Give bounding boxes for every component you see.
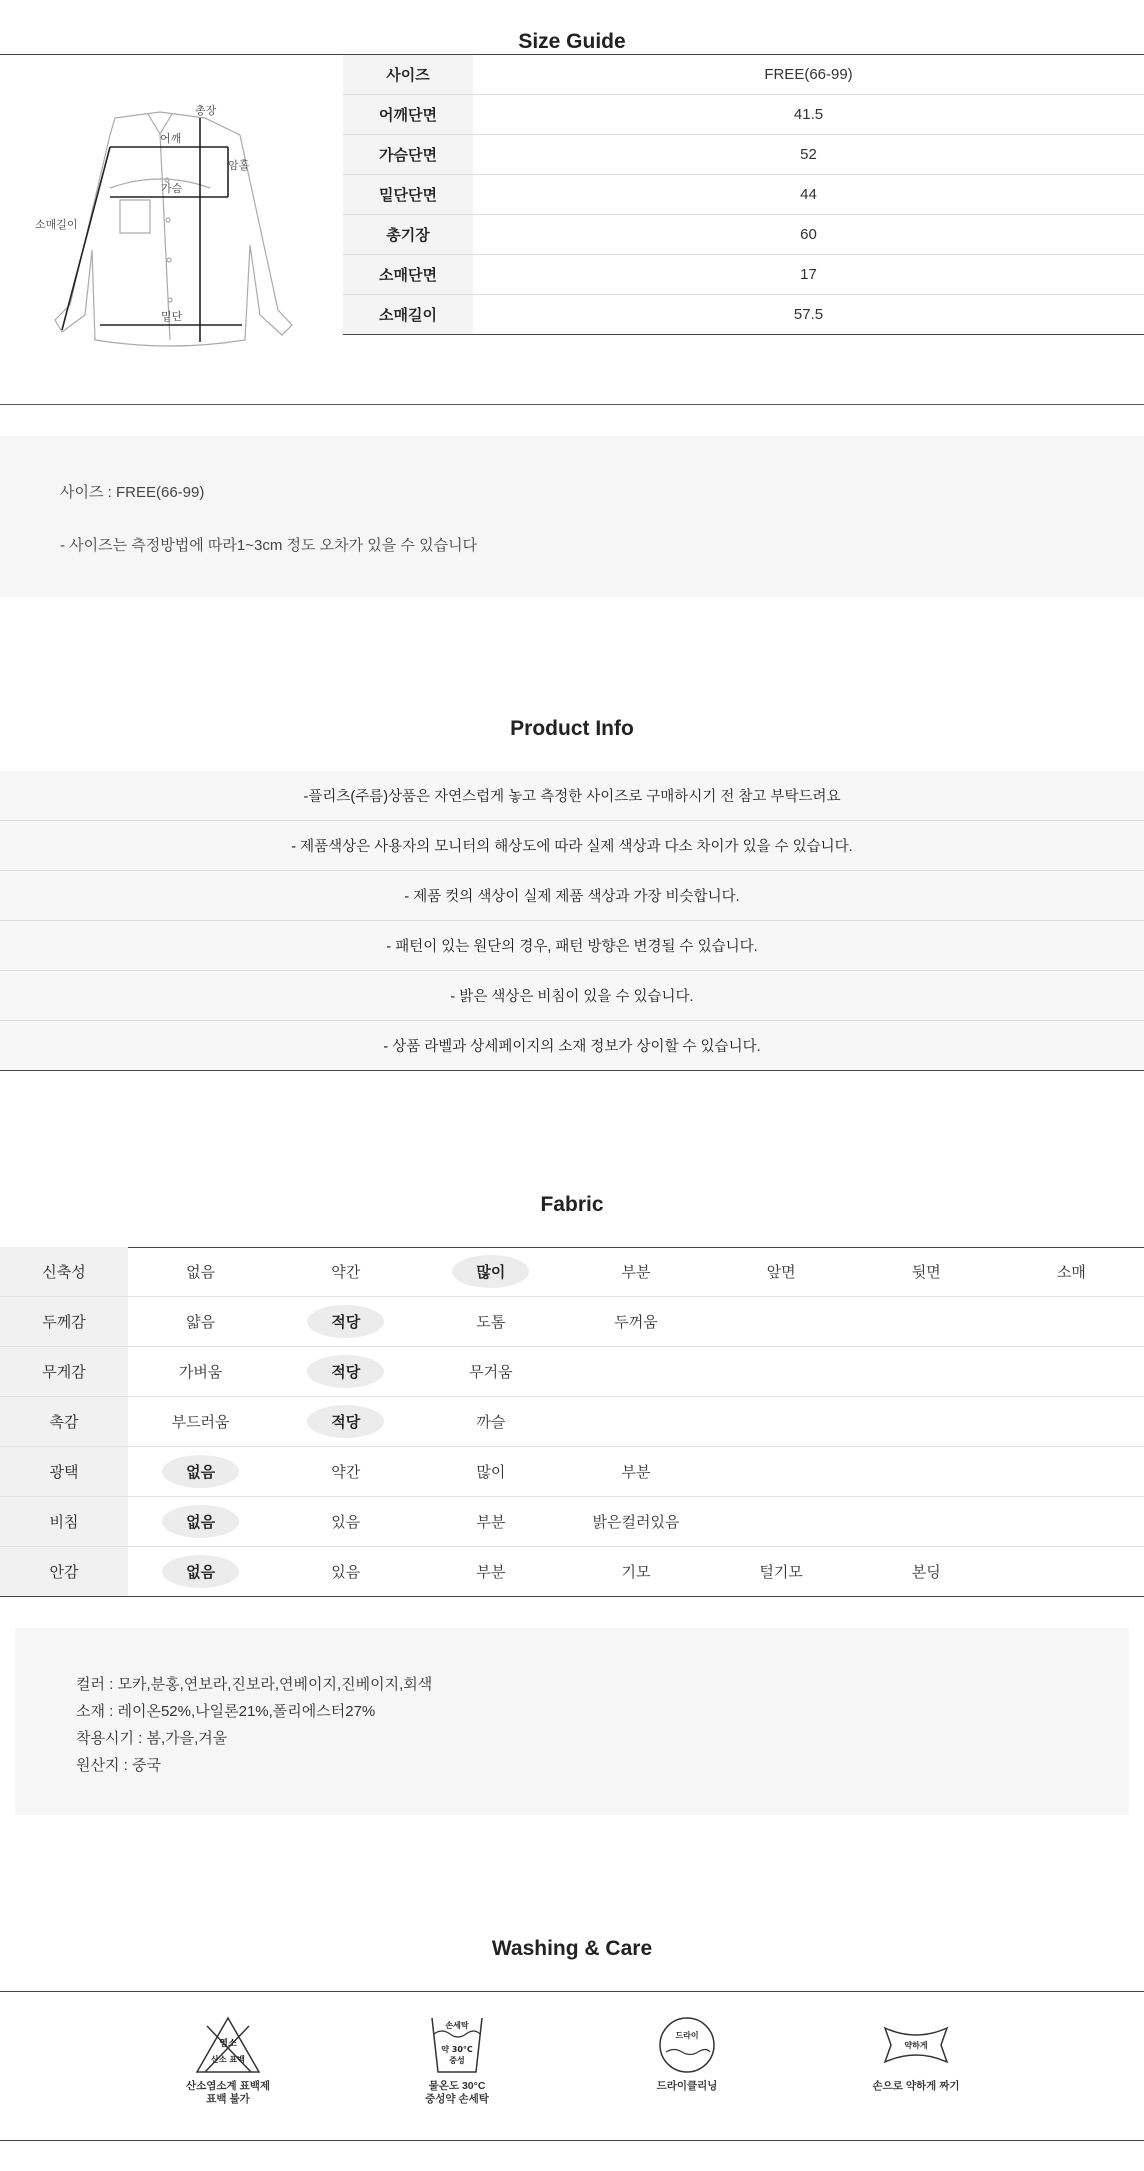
fabric-option-cell — [128, 1247, 273, 1297]
fabric-option: 없음 — [186, 1264, 216, 1281]
product-info-line: - 밝은 색상은 비침이 있을 수 있습니다. — [0, 971, 1144, 1021]
detail-season: 착용시기 : 봄,가을,겨울 — [76, 1730, 228, 1747]
fabric-row-label: 신축성 — [0, 1247, 128, 1297]
fabric-option-cell — [128, 1497, 273, 1547]
label-armhole: 암홀 — [228, 160, 250, 172]
fabric-option-cell — [273, 1247, 418, 1297]
size-table — [343, 55, 1144, 335]
fabric-option-cell — [563, 1297, 708, 1347]
fabric-option: 얇음 — [186, 1314, 216, 1331]
product-details-box — [15, 1628, 1129, 1815]
care-caption: 물온도 30°C 중성약 손세탁 — [425, 2080, 489, 2105]
divider — [0, 1991, 1144, 1992]
size-row-value: 44 — [473, 175, 1144, 215]
size-row-value: 57.5 — [473, 295, 1144, 335]
fabric-option-cell — [418, 1347, 563, 1397]
care-no-bleach — [148, 2014, 308, 2106]
dry-clean-icon — [652, 2014, 722, 2076]
fabric-title: Fabric — [540, 1193, 604, 1216]
fabric-option-cell — [128, 1347, 273, 1397]
size-row — [343, 295, 1144, 335]
fabric-option-cell — [273, 1297, 418, 1347]
hand-wash-neutral-text: 중성 — [449, 2056, 465, 2065]
size-row-label: 가슴단면 — [343, 135, 473, 175]
fabric-option-cell — [273, 1497, 418, 1547]
fabric-option-cell — [563, 1247, 708, 1297]
hand-wash-top-text: 손세탁 — [445, 2021, 469, 2030]
detail-origin: 원산지 : 중국 — [76, 1757, 161, 1774]
size-row-value: 17 — [473, 255, 1144, 295]
detail-material: 소재 : 레이온52%,나일론21%,폴리에스터27% — [76, 1703, 376, 1720]
fabric-option-cell — [999, 1297, 1144, 1347]
label-total-length: 총장 — [195, 105, 217, 117]
label-hem: 밑단 — [161, 311, 183, 323]
product-info-line: - 패턴이 있는 원단의 경우, 패턴 방향은 변경될 수 있습니다. — [0, 921, 1144, 971]
care-hand-wash — [377, 2014, 537, 2106]
care-caption: 산소염소계 표백제 표백 불가 — [185, 2080, 271, 2105]
hand-wash-temp-text: 약 30°C — [441, 2045, 473, 2054]
fabric-option: 앞면 — [766, 1264, 796, 1281]
fabric-option-cell — [273, 1347, 418, 1397]
fabric-option: 가벼움 — [178, 1364, 223, 1381]
fabric-option-cell — [999, 1547, 1144, 1597]
fabric-option-cell — [854, 1247, 999, 1297]
fabric-option-cell — [709, 1247, 854, 1297]
no-bleach-top-text: 염소 — [219, 2039, 237, 2049]
size-row-value: 60 — [473, 215, 1144, 255]
fabric-row-label: 광택 — [0, 1447, 128, 1497]
fabric-option-cell — [563, 1397, 708, 1447]
fabric-option: 부드러움 — [171, 1414, 230, 1431]
fabric-option-cell — [563, 1347, 708, 1397]
fabric-option: 도톰 — [476, 1314, 506, 1331]
fabric-option-cell — [563, 1547, 708, 1597]
fabric-option-cell — [999, 1447, 1144, 1497]
gentle-wring-text: 약하게 — [904, 2041, 928, 2050]
fabric-option-selected: 적당 — [307, 1355, 384, 1388]
fabric-row — [0, 1347, 1144, 1397]
fabric-option-cell — [854, 1297, 999, 1347]
fabric-option-cell — [418, 1247, 563, 1297]
fabric-option-cell — [999, 1347, 1144, 1397]
fabric-option-cell — [273, 1547, 418, 1597]
fabric-option-cell — [854, 1397, 999, 1447]
fabric-option-cell — [418, 1497, 563, 1547]
fabric-option-cell — [273, 1447, 418, 1497]
fabric-option-selected: 없음 — [162, 1455, 239, 1488]
size-row — [343, 255, 1144, 295]
fabric-option: 뒷면 — [911, 1264, 941, 1281]
fabric-row-label: 두께감 — [0, 1297, 128, 1347]
fabric-option-cell — [128, 1397, 273, 1447]
fabric-row — [0, 1247, 1144, 1297]
product-info-line: - 상품 라벨과 상세페이지의 소재 정보가 상이할 수 있습니다. — [0, 1021, 1144, 1071]
product-info-title: Product Info — [510, 717, 634, 740]
size-row-value: 41.5 — [473, 95, 1144, 135]
fabric-option-cell — [418, 1547, 563, 1597]
size-row — [343, 215, 1144, 255]
fabric-option-cell — [999, 1247, 1144, 1297]
fabric-option: 부분 — [621, 1264, 651, 1281]
fabric-option-cell — [563, 1447, 708, 1497]
fabric-option-cell — [418, 1297, 563, 1347]
fabric-row — [0, 1397, 1144, 1447]
size-row-label: 소매단면 — [343, 255, 473, 295]
fabric-option: 두꺼움 — [614, 1314, 658, 1331]
fabric-option-cell — [128, 1547, 273, 1597]
fabric-option-cell — [709, 1497, 854, 1547]
label-chest: 가슴 — [161, 183, 183, 195]
fabric-option-cell — [709, 1347, 854, 1397]
fabric-row-label: 무게감 — [0, 1347, 128, 1397]
size-note-box — [0, 436, 1144, 597]
fabric-option-cell — [854, 1347, 999, 1397]
fabric-option: 부분 — [621, 1464, 651, 1481]
fabric-table — [0, 1247, 1144, 1597]
fabric-row-label: 안감 — [0, 1547, 128, 1597]
care-dry-clean — [607, 2014, 767, 2093]
fabric-option-cell — [854, 1447, 999, 1497]
washing-care-title: Washing & Care — [491, 1937, 653, 1960]
fabric-row — [0, 1297, 1144, 1347]
fabric-option: 소매 — [1056, 1264, 1086, 1281]
size-row — [343, 95, 1144, 135]
fabric-row — [0, 1547, 1144, 1597]
product-info-list — [0, 771, 1144, 1071]
product-info-line: - 제품 컷의 색상이 실제 제품 색상과 가장 비슷합니다. — [0, 871, 1144, 921]
size-note: 사이즈 : FREE(66-99) — [60, 484, 205, 501]
fabric-option-cell — [273, 1397, 418, 1447]
care-caption: 손으로 약하게 짜기 — [872, 2080, 960, 2092]
size-disclaimer: - 사이즈는 측정방법에 따라1~3cm 정도 오차가 있을 수 있습니다 — [60, 537, 478, 554]
fabric-option: 까슬 — [476, 1414, 506, 1431]
label-shoulder: 어깨 — [160, 133, 182, 145]
fabric-option-cell — [709, 1397, 854, 1447]
size-row-label: 어깨단면 — [343, 95, 473, 135]
size-guide-title: Size Guide — [518, 30, 626, 53]
fabric-option-cell — [709, 1447, 854, 1497]
fabric-option-cell — [709, 1297, 854, 1347]
fabric-row — [0, 1497, 1144, 1547]
fabric-option: 약간 — [331, 1264, 361, 1281]
fabric-option-selected: 없음 — [162, 1505, 239, 1538]
size-row-label: 소매길이 — [343, 295, 473, 335]
fabric-option-cell — [418, 1397, 563, 1447]
fabric-option: 밝은컬러있음 — [592, 1514, 680, 1531]
fabric-option: 본딩 — [911, 1564, 941, 1581]
label-sleeve-length: 소매길이 — [35, 219, 78, 231]
product-info-line: -플리츠(주름)상품은 자연스럽게 놓고 측정한 사이즈로 구매하시기 전 참고 부탁드려요 — [0, 771, 1144, 821]
fabric-option-selected: 적당 — [307, 1405, 384, 1438]
fabric-row-label: 비침 — [0, 1497, 128, 1547]
fabric-option-selected: 없음 — [162, 1555, 239, 1588]
no-bleach-bottom-text: 산소 표백 — [211, 2055, 245, 2064]
fabric-option-selected: 적당 — [307, 1305, 384, 1338]
fabric-option-cell — [854, 1547, 999, 1597]
fabric-option: 약간 — [331, 1464, 361, 1481]
divider — [0, 404, 1144, 405]
fabric-option: 있음 — [331, 1564, 361, 1581]
fabric-option-cell — [563, 1497, 708, 1547]
detail-color: 컬러 : 모카,분홍,연보라,진보라,연베이지,진베이지,회색 — [76, 1676, 433, 1693]
care-caption: 드라이클리닝 — [656, 2080, 718, 2092]
care-gentle-wring — [836, 2014, 996, 2093]
no-bleach-icon — [193, 2014, 263, 2076]
fabric-option-selected: 많이 — [452, 1255, 529, 1288]
fabric-row — [0, 1447, 1144, 1497]
fabric-option-cell — [418, 1447, 563, 1497]
product-info-line: - 제품색상은 사용자의 모니터의 해상도에 따라 실제 색상과 다소 차이가 있을 수 있습니다. — [0, 821, 1144, 871]
size-row — [343, 135, 1144, 175]
fabric-option: 털기모 — [759, 1564, 803, 1581]
hand-wash-30-icon — [422, 2014, 492, 2076]
fabric-option: 많이 — [476, 1464, 506, 1481]
fabric-option: 부분 — [476, 1514, 506, 1531]
fabric-option: 기모 — [621, 1564, 651, 1581]
size-row-label: 사이즈 — [343, 55, 473, 95]
fabric-option-cell — [128, 1297, 273, 1347]
dry-clean-text: 드라이 — [675, 2031, 699, 2040]
fabric-option-cell — [854, 1497, 999, 1547]
fabric-option-cell — [999, 1497, 1144, 1547]
fabric-option-cell — [128, 1447, 273, 1497]
fabric-row-label: 촉감 — [0, 1397, 128, 1447]
size-row-label: 총기장 — [343, 215, 473, 255]
size-row-value: 52 — [473, 135, 1144, 175]
fabric-option: 부분 — [476, 1564, 506, 1581]
gentle-wring-icon — [881, 2014, 951, 2076]
size-row — [343, 55, 1144, 95]
fabric-option-cell — [709, 1547, 854, 1597]
size-row-value: FREE(66-99) — [473, 55, 1144, 95]
fabric-option: 있음 — [331, 1514, 361, 1531]
fabric-option-cell — [999, 1397, 1144, 1447]
size-row-label: 밑단단면 — [343, 175, 473, 215]
divider — [0, 2140, 1144, 2141]
size-row — [343, 175, 1144, 215]
shirt-measurement-diagram — [30, 100, 300, 355]
fabric-option: 무거움 — [469, 1364, 513, 1381]
